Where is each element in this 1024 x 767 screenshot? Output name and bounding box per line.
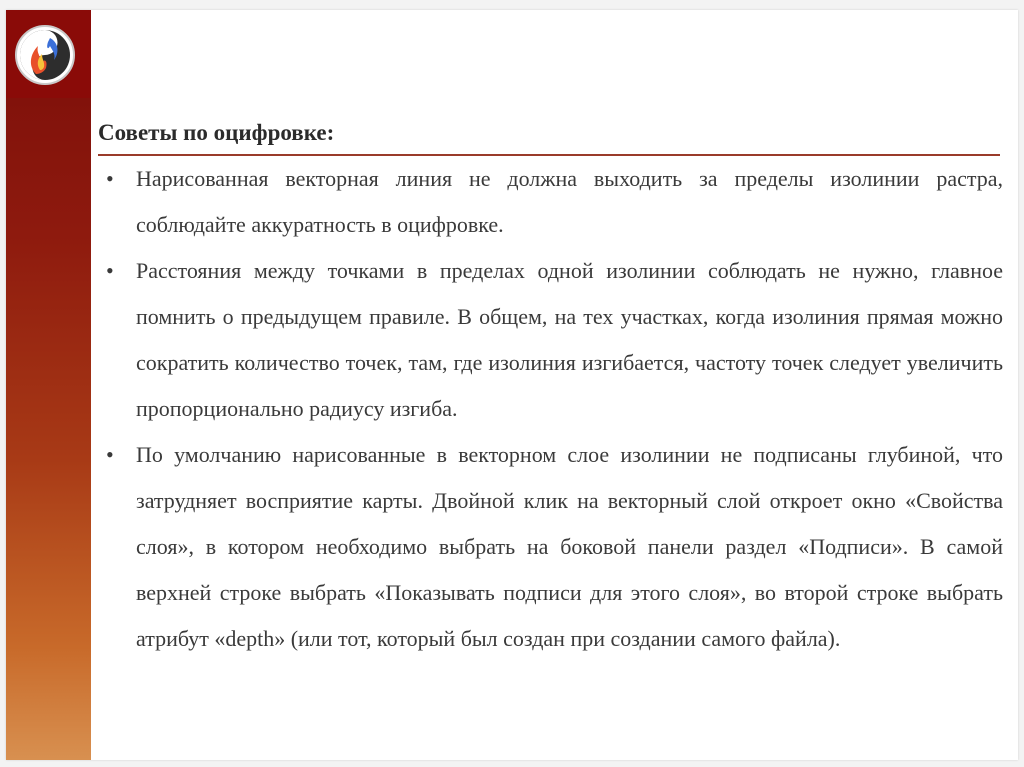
content-area <box>98 120 1003 662</box>
bullet-text: По умолчанию нарисованные в векторном слое изолинии не подписаны глубиной, что затрудняет восприятие карты. Двойной клик на векторный слой откроет окно «Свойства слоя», в котором необходимо выбрать на боковой панели раздел «Подписи». В самой верхней строке выбрать «Показывать подписи для этого слоя», во второй строке выбрать атрибут «depth» (или тот, который был создан при создании самого файла). <box>136 442 1003 651</box>
bullet-dot: • <box>106 258 114 283</box>
list-item <box>98 248 1003 432</box>
sidebar-logo-block <box>6 10 91 98</box>
list-item <box>98 432 1003 662</box>
sidebar-gradient-bar <box>6 10 91 760</box>
section-heading: Советы по оцифровке: <box>98 120 335 145</box>
list-item <box>98 156 1003 248</box>
flame-globe-logo-icon <box>14 24 76 86</box>
bullet-text: Расстояния между точками в пределах одной изолинии соблюдать не нужно, главное помнить о предыдущем правиле. В общем, на тех участках, когда изолиния прямая можно сократить количество точек, там, где изолиния изгибается, частоту точек следует увеличить пропорционально радиусу изгиба. <box>136 258 1003 421</box>
bullet-text: Нарисованная векторная линия не должна выходить за пределы изолинии растра, соблюдайте аккуратность в оцифровке. <box>136 166 1003 237</box>
bullet-dot: • <box>106 442 114 467</box>
bullet-list <box>98 156 1003 662</box>
bullet-dot: • <box>106 166 114 191</box>
slide <box>6 10 1018 760</box>
